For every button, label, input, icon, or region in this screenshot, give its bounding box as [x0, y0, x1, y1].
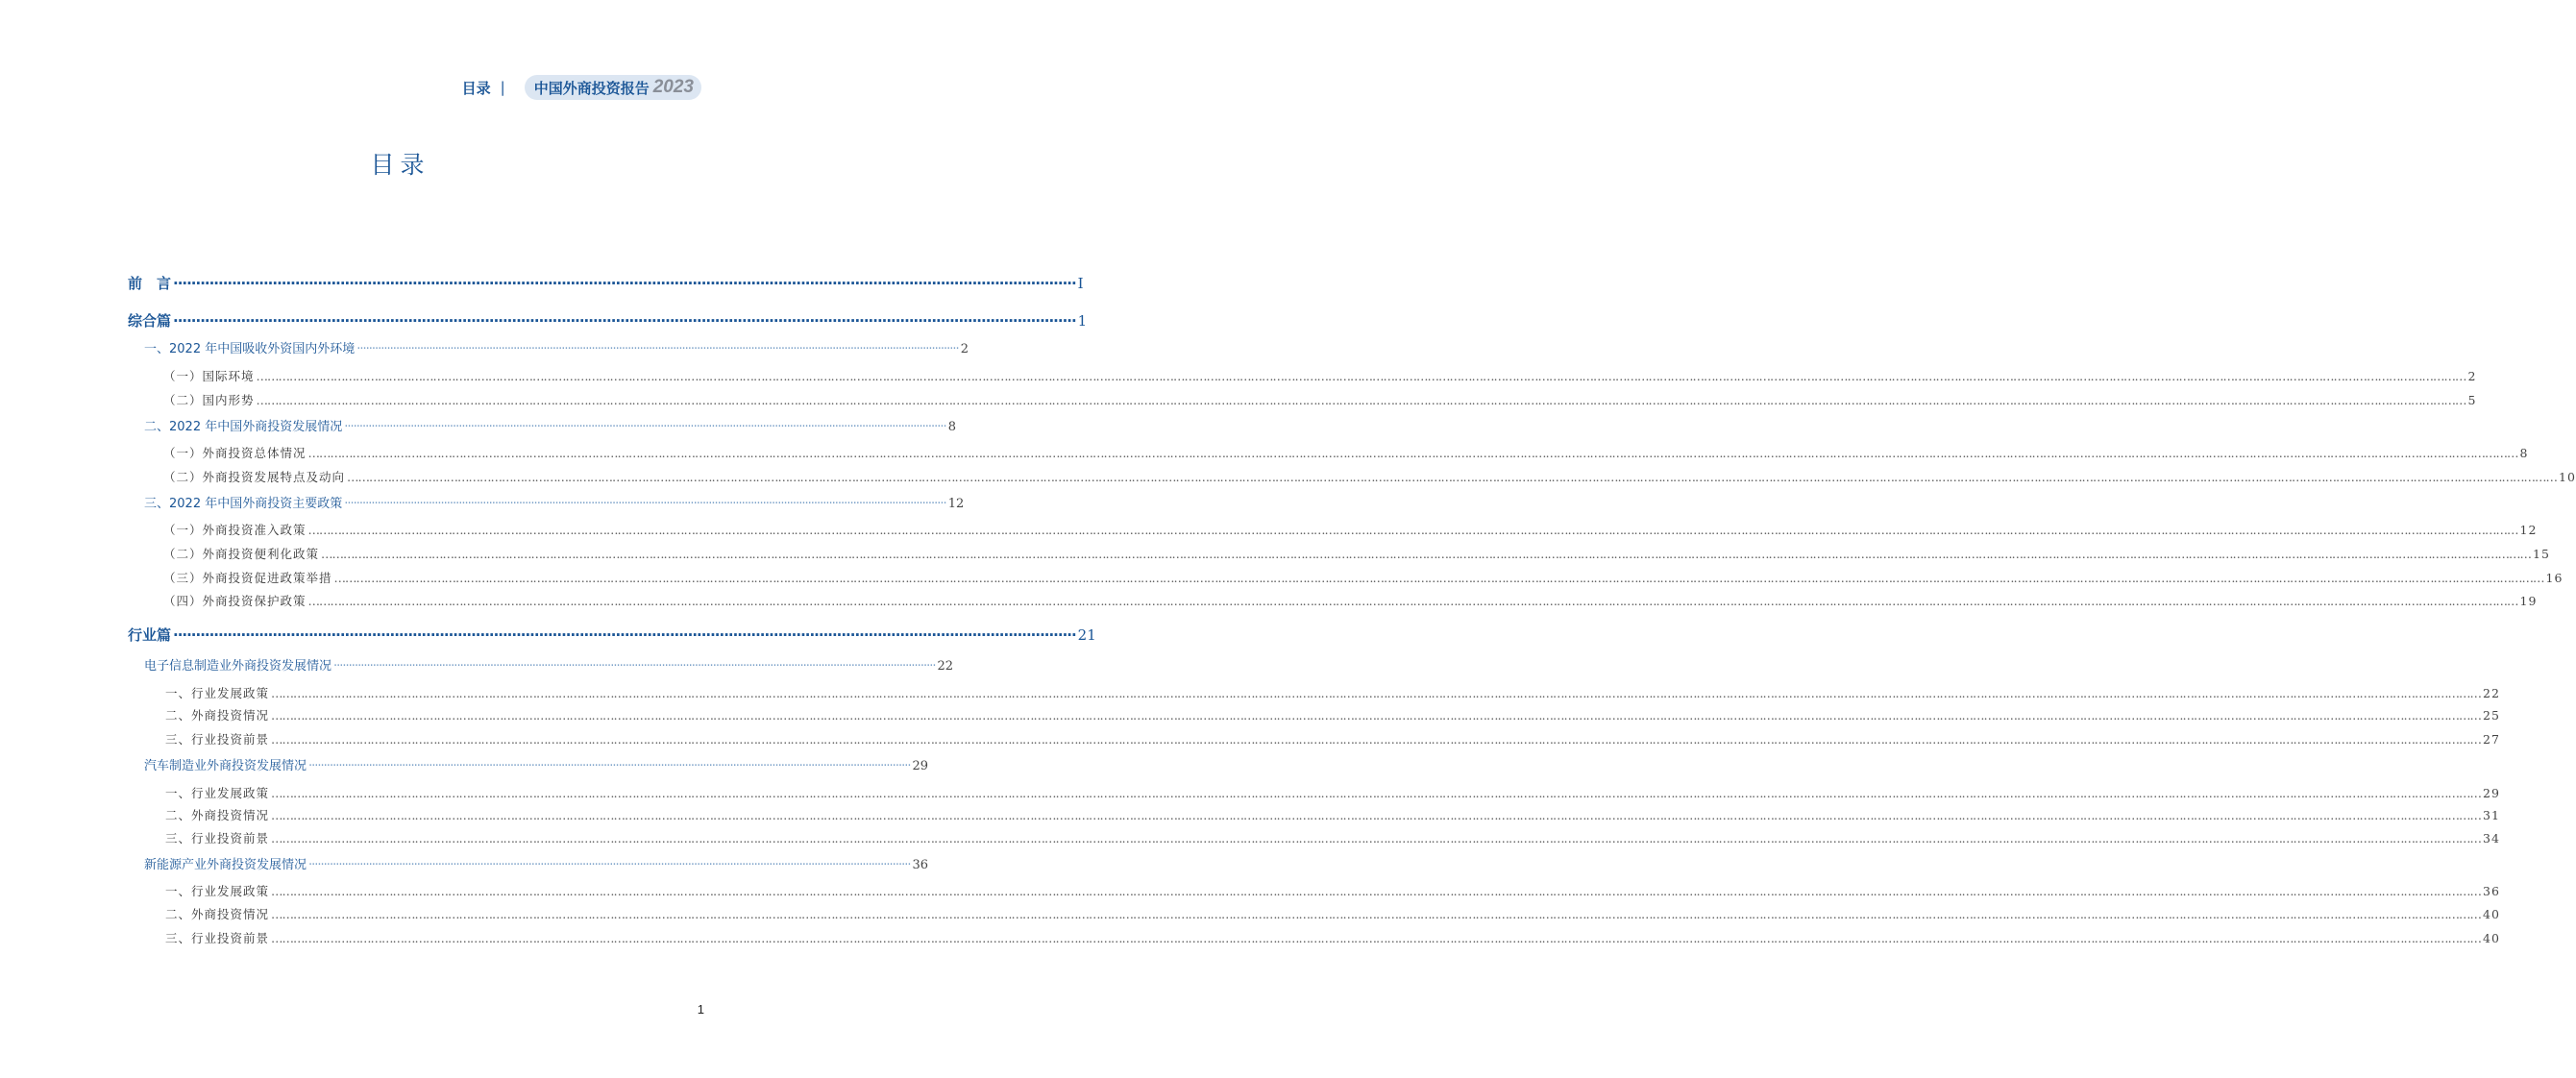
toc-dot-leader: ········································································································································································································ [308, 858, 911, 872]
report-title: 中国外商投资报告 [533, 79, 650, 97]
toc-entry-title: 新能源产业外商投资发展情况 [144, 858, 307, 872]
toc-entry-title: （一）外商投资准入政策 [163, 523, 307, 537]
toc-entry[interactable] [144, 417, 956, 438]
toc-entry[interactable] [128, 625, 1096, 646]
toc-entry-title: 三、行业投资前景 [165, 831, 270, 845]
toc-dot-leader: …………………………………………………………………………………………………………………………………………………………………………………………………………………………………………………………………………………………………………………………………………………………………………………………………………………………………………………………………………………………………………………………………………………… [271, 931, 2482, 945]
toc-entry[interactable] [165, 683, 2500, 704]
toc-entry-title: （二）国内形势 [163, 393, 255, 407]
toc-entry-page: 15 [2533, 547, 2550, 561]
toc-entry[interactable] [163, 568, 2564, 589]
toc-dot-leader: …………………………………………………………………………………………………………………………………………………………………………………………………………………………………………………………………………………………………………………………………………………………………………………………………………………………………………………………………………………………………………………………………………………… [271, 708, 2482, 723]
toc-entry[interactable] [163, 390, 2477, 411]
toc-entry[interactable] [165, 828, 2500, 849]
toc-entry-title: 三、2022 年中国外商投资主要政策 [144, 497, 343, 511]
toc-dot-leader: …………………………………………………………………………………………………………………………………………………………………………………………………………………………………………………………………………………………………………………………………………………………………………………………………………………………………………………………………………………………………………………………………………………… [271, 786, 2482, 800]
toc-entry-title: 一、行业发展政策 [165, 686, 270, 700]
toc-entry-title: 二、外商投资情况 [165, 907, 270, 921]
toc-dot-leader: ········································································································································································································ [356, 342, 959, 356]
toc-entry[interactable] [163, 544, 2550, 565]
toc-entry-page: 27 [2483, 732, 2500, 747]
toc-dot-leader: …………………………………………………………………………………………………………………………………………………………………………………………………………………………………………………………………………………………………………………………………………………………………………………………………………………………………………………………………………………………………………………………………………………… [271, 732, 2482, 747]
page-title: 目录 [370, 151, 430, 179]
toc-entry-page: I [1077, 275, 1084, 292]
toc-entry-title: 二、外商投资情况 [165, 708, 270, 723]
toc-entry-page: 29 [2483, 786, 2500, 800]
toc-entry-page: 36 [912, 858, 929, 872]
toc-entry-page: 29 [912, 759, 929, 773]
toc-entry-page: 25 [2483, 708, 2500, 723]
toc-dot-leader: …………………………………………………………………………………………………………………………………………………………………………………………………………………………………………………………………………………………………………………………………………………………………………………………………………………………………………………………………………………………………………………………………………………… [271, 884, 2482, 898]
toc-entry[interactable] [165, 881, 2500, 902]
toc-entry-title: 一、2022 年中国吸收外资国内外环境 [144, 342, 356, 356]
toc-entry-title: 电子信息制造业外商投资发展情况 [144, 659, 332, 674]
toc-dot-leader: …………………………………………………………………………………………………………………………………………………………………………………………………………………………………………………………………………………………………………………………………………………………………………………………………………………………………………………………………………………………………………………………………………………… [307, 594, 2518, 608]
toc-entry-title: 汽车制造业外商投资发展情况 [144, 759, 307, 773]
toc-entry-page: 40 [2483, 931, 2500, 945]
toc-entry[interactable] [165, 904, 2500, 925]
toc-entry-page: 34 [2483, 831, 2500, 845]
toc-entry[interactable] [165, 705, 2500, 726]
toc-entry-title: （四）外商投资保护政策 [163, 594, 307, 608]
toc-dot-leader: …………………………………………………………………………………………………………………………………………………………………………………………………………………………………………………………………………………………………………………………………………………………………………………………………………………………………………………………………………………………………………………………………………………… [347, 470, 2558, 484]
toc-dot-leader: …………………………………………………………………………………………………………………………………………………………………………………………………………………………………………………………………………………………………………………………………………………………………………………………………………………………………………………………………………………………………………………………………………………… [307, 446, 2518, 460]
toc-entry-title: 二、外商投资情况 [165, 808, 270, 822]
toc-entry[interactable] [163, 520, 2538, 541]
toc-dot-leader: …………………………………………………………………………………………………………………………………………………………………………………………………………………………………………………………………………………………………………………………………………………………………………………………………………………………………………………………………………………………………………………………………………………… [271, 808, 2482, 822]
toc-entry[interactable] [128, 273, 1084, 294]
toc-entry-page: 8 [947, 420, 956, 434]
toc-entry-title: 行业篇 [128, 626, 172, 644]
toc-entry[interactable] [144, 339, 969, 360]
toc-entry[interactable] [165, 928, 2500, 949]
toc-entry-page: 5 [2467, 393, 2477, 407]
toc-entry[interactable] [144, 855, 929, 876]
toc-entry-page: 21 [1077, 626, 1096, 644]
toc-dot-leader: ········································································································································································································ [344, 420, 946, 434]
header-section-label: 目录 [461, 79, 491, 97]
toc-dot-leader: …………………………………………………………………………………………………………………………………………………………………………………………………………………………………………………………………………………………………………………………………………………………………………………………………………………………………………………………………………………………………………………………………………………… [271, 907, 2482, 921]
toc-entry-title: （一）国际环境 [163, 369, 255, 383]
toc-entry-page: 40 [2483, 907, 2500, 921]
toc-entry-page: 12 [2519, 523, 2538, 537]
toc-entry[interactable] [128, 310, 1088, 331]
toc-dot-leader: …………………………………………………………………………………………………………………………………………………………………………………………………………………………………………………………………………………………………………………………………………………………………………………………………………………………………………………………………………………………………………………………………………………… [321, 547, 2532, 561]
toc-entry[interactable] [165, 783, 2500, 804]
header-divider: | [500, 79, 505, 96]
toc-entry-title: 一、行业发展政策 [165, 786, 270, 800]
toc-dot-leader: …………………………………………………………………………………………………………………………………………………………………………………………………………………………………………………………………………………………………………………………………………………………………………………………………………………………………………………………………………………………………………………………………………………… [256, 369, 2466, 383]
toc-entry-page: 12 [947, 497, 965, 511]
toc-entry-page: 16 [2545, 571, 2564, 585]
toc-entry-page: 19 [2519, 594, 2538, 608]
toc-entry-page: 31 [2483, 808, 2500, 822]
toc-entry-page: 10 [2559, 470, 2576, 484]
toc-entry[interactable] [163, 467, 2576, 488]
toc-entry-title: 综合篇 [128, 312, 172, 330]
toc-dot-leader: ········································································································································································································ [333, 659, 936, 674]
toc-entry[interactable] [163, 591, 2538, 612]
toc-entry-page: 22 [937, 659, 954, 674]
toc-entry[interactable] [163, 366, 2477, 387]
toc-entry-title: 三、行业投资前景 [165, 732, 270, 747]
toc-dot-leader: …………………………………………………………………………………………………………………………………………………………………………………………………………………………………………………………………………………………………………………………………………………………………………………………………………………………………………………………………………………………………………………………………………………… [307, 523, 2518, 537]
toc-dot-leader: ········································································································································································································ [173, 312, 1076, 330]
toc-entry-page: 2 [960, 342, 969, 356]
toc-dot-leader: …………………………………………………………………………………………………………………………………………………………………………………………………………………………………………………………………………………………………………………………………………………………………………………………………………………………………………………………………………………………………………………………………………………… [256, 393, 2466, 407]
toc-entry[interactable] [144, 494, 965, 515]
toc-entry-page: 1 [1077, 312, 1088, 330]
toc-entry-title: 三、行业投资前景 [165, 931, 270, 945]
toc-entry-title: （三）外商投资促进政策举措 [163, 571, 332, 585]
toc-entry-page: 2 [2467, 369, 2477, 383]
toc-entry[interactable] [144, 656, 954, 677]
toc-dot-leader: …………………………………………………………………………………………………………………………………………………………………………………………………………………………………………………………………………………………………………………………………………………………………………………………………………………………………………………………………………………………………………………………………………………… [333, 571, 2544, 585]
toc-entry[interactable] [144, 756, 929, 777]
toc-entry-title: （二）外商投资发展特点及动向 [163, 470, 346, 484]
toc-dot-leader: ········································································································································································································ [173, 275, 1076, 292]
toc-entry[interactable] [165, 805, 2500, 826]
toc-entry-title: （一）外商投资总体情况 [163, 446, 307, 460]
toc-dot-leader: ········································································································································································································ [173, 626, 1076, 644]
toc-dot-leader: …………………………………………………………………………………………………………………………………………………………………………………………………………………………………………………………………………………………………………………………………………………………………………………………………………………………………………………………………………………………………………………………………………………… [271, 686, 2482, 700]
toc-entry-title: 二、2022 年中国外商投资发展情况 [144, 420, 343, 434]
toc-entry-title: （二）外商投资便利化政策 [163, 547, 320, 561]
report-year: 2023 [652, 77, 694, 97]
toc-entry-page: 22 [2483, 686, 2500, 700]
toc-entry-title: 前 言 [128, 275, 172, 292]
toc-entry-page: 36 [2483, 884, 2500, 898]
toc-dot-leader: ········································································································································································································ [344, 497, 946, 511]
page-number: 1 [697, 1002, 704, 1017]
toc-entry[interactable] [165, 729, 2500, 750]
toc-entry-title: 一、行业发展政策 [165, 884, 270, 898]
toc-dot-leader: ········································································································································································································ [308, 759, 911, 773]
toc-dot-leader: …………………………………………………………………………………………………………………………………………………………………………………………………………………………………………………………………………………………………………………………………………………………………………………………………………………………………………………………………………………………………………………………………………………… [271, 831, 2482, 845]
toc-entry[interactable] [163, 443, 2529, 464]
toc-entry-page: 8 [2519, 446, 2529, 460]
